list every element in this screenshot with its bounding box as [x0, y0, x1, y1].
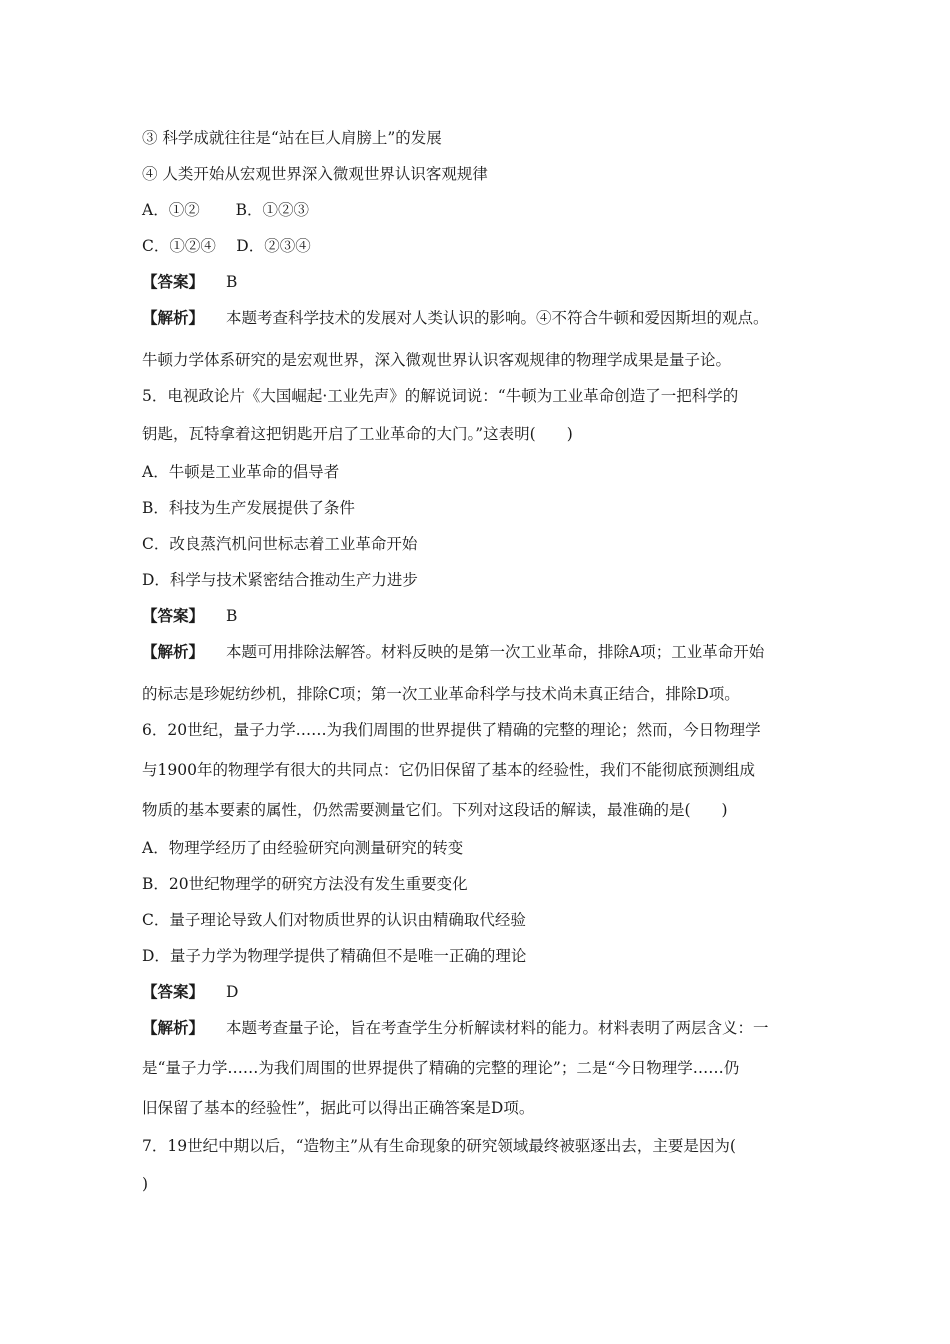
- answer-label: 【答案】: [142, 272, 205, 291]
- choices-cd: C．①②④ D．②③④: [142, 237, 311, 255]
- question-6-line-2: 与1900年的物理学有很大的共同点：它仍旧保留了基本的经验性，我们不能彻底预测组成: [142, 761, 755, 779]
- question-6-line-1: 6．20世纪，量子力学……为我们周围的世界提供了精确的完整的理论；然而，今日物理学: [142, 721, 761, 739]
- option-d: D．科学与技术紧密结合推动生产力进步: [142, 571, 418, 589]
- analysis-label: 【解析】: [142, 1018, 205, 1037]
- option-d: D．量子力学为物理学提供了精确但不是唯一正确的理论: [142, 947, 527, 965]
- choices-ab: A．①② B．①②③: [142, 201, 310, 219]
- analysis-text: 本题考查量子论，旨在考查学生分析解读材料的能力。材料表明了两层含义：一: [226, 1019, 769, 1037]
- answer-value: B: [226, 273, 238, 291]
- analysis-line: [142, 642, 764, 662]
- analysis-line: [142, 1018, 769, 1038]
- answer-label: 【答案】: [142, 982, 205, 1001]
- option-b: B．20世纪物理学的研究方法没有发生重要变化: [142, 875, 468, 893]
- answer-value: B: [226, 607, 238, 625]
- option-c: C．量子理论导致人们对物质世界的认识由精确取代经验: [142, 911, 526, 929]
- question-5-line-2: 钥匙，瓦特拿着这把钥匙开启了工业革命的大门。”这表明( ): [142, 425, 573, 443]
- analysis-text: 本题可用排除法解答。材料反映的是第一次工业革命，排除A项；工业革命开始: [226, 643, 765, 661]
- analysis-text: 本题考查科学技术的发展对人类认识的影响。④不符合牛顿和爱因斯坦的观点。: [226, 309, 769, 327]
- option-a: A．牛顿是工业革命的倡导者: [142, 463, 340, 481]
- analysis-continuation: 的标志是珍妮纺纱机，排除C项；第一次工业革命科学与技术尚未真正结合，排除D项。: [142, 685, 740, 703]
- question-7-line-1: 7．19世纪中期以后，“造物主”从有生命现象的研究领域最终被驱逐出去，主要是因为(: [142, 1137, 736, 1155]
- analysis-continuation: 旧保留了基本的经验性”，据此可以得出正确答案是D项。: [142, 1099, 535, 1117]
- answer-line: [142, 272, 237, 292]
- analysis-label: 【解析】: [142, 642, 205, 661]
- answer-line: [142, 982, 238, 1002]
- option-4-line: ④ 人类开始从宏观世界深入微观世界认识客观规律: [142, 165, 488, 183]
- question-7-line-2: ): [142, 1175, 149, 1193]
- analysis-continuation: 牛顿力学体系研究的是宏观世界，深入微观世界认识客观规律的物理学成果是量子论。: [142, 351, 732, 369]
- analysis-line: [142, 308, 769, 328]
- analysis-label: 【解析】: [142, 308, 205, 327]
- question-5-line-1: 5．电视政论片《大国崛起·工业先声》的解说词说：“牛顿为工业革命创造了一把科学的: [142, 387, 739, 405]
- option-a: A．物理学经历了由经验研究向测量研究的转变: [142, 839, 464, 857]
- answer-label: 【答案】: [142, 606, 205, 625]
- option-c: C．改良蒸汽机问世标志着工业革命开始: [142, 535, 418, 553]
- option-b: B．科技为生产发展提供了条件: [142, 499, 355, 517]
- answer-value: D: [226, 983, 239, 1001]
- analysis-continuation: 是“量子力学……为我们周围的世界提供了精确的完整的理论”；二是“今日物理学……仍: [142, 1059, 740, 1077]
- question-6-line-3: 物质的基本要素的属性，仍然需要测量它们。下列对这段话的解读，最准确的是( ): [142, 801, 728, 819]
- option-3-line: ③ 科学成就往往是“站在巨人肩膀上”的发展: [142, 129, 442, 147]
- answer-line: [142, 606, 237, 626]
